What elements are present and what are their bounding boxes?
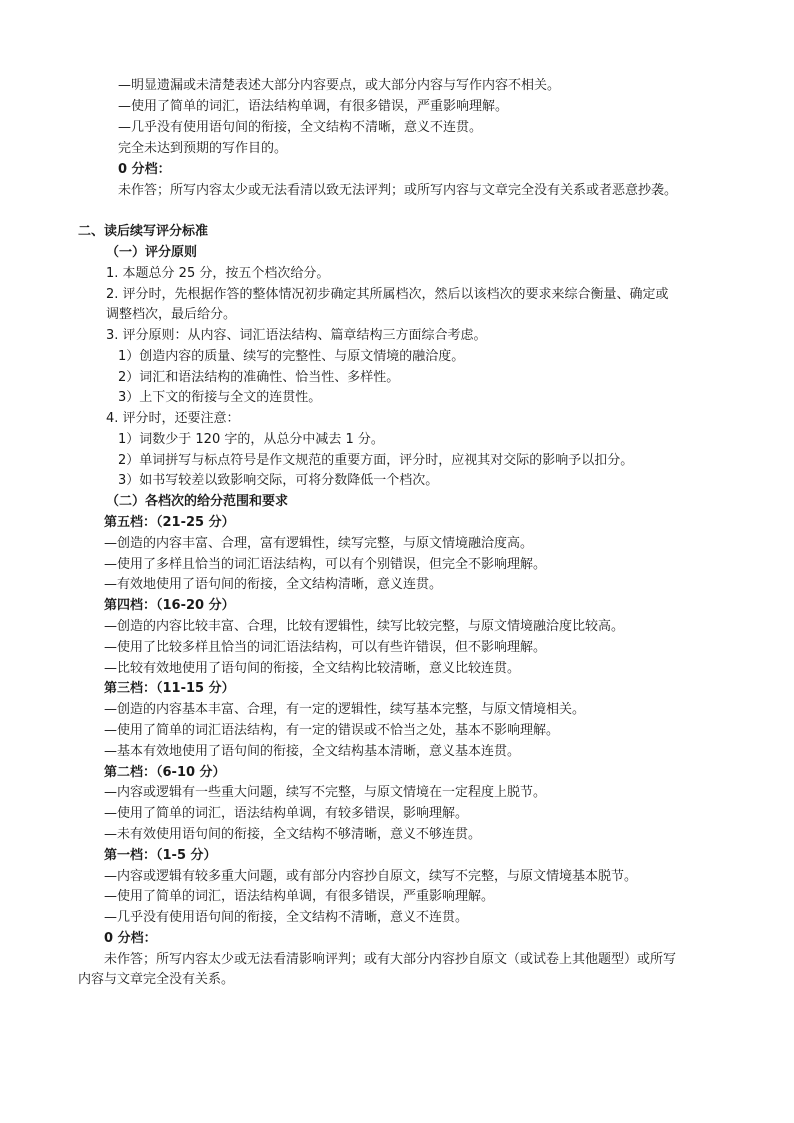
zero-desc-2: 内容与文章完全没有关系。: [78, 972, 235, 987]
zero-title: 0 分档：: [104, 931, 157, 946]
principle-4: 4. 评分时，还要注意：: [106, 411, 240, 426]
level1-line-3: —几乎没有使用语句间的衔接，全文结构不清晰，意义不连贯。: [104, 910, 469, 925]
principle-3-2: 2）词汇和语法结构的准确性、恰当性、多样性。: [118, 370, 400, 385]
level3-title: 第三档：（11-15 分）: [104, 681, 235, 696]
top-line-4: 完全未达到预期的写作目的。: [118, 141, 288, 156]
level3-line-3: —基本有效地使用了语句间的衔接，全文结构基本清晰，意义基本连贯。: [104, 744, 521, 759]
level4-line-1: —创造的内容比较丰富、合理，比较有逻辑性，续写比较完整，与原文情境融洽度比较高。: [104, 619, 625, 634]
level2-line-3: —未有效使用语句间的衔接，全文结构不够清晰，意义不够连贯。: [104, 827, 482, 842]
level4-title: 第四档：（16-20 分）: [104, 598, 235, 613]
zero-desc-1: 未作答；所写内容太少或无法看清影响评判；或有大部分内容抄自原文（或试卷上其他题型）或所写: [104, 952, 677, 967]
principle-4-1: 1）词数少于 120 字的，从总分中减去 1 分。: [118, 432, 384, 447]
level1-line-1: —内容或逻辑有较多重大问题，或有部分内容抄自原文，续写不完整，与原文情境基本脱节。: [104, 869, 638, 884]
level4-line-3: —比较有效地使用了语句间的衔接，全文结构比较清晰，意义比较连贯。: [104, 661, 521, 676]
top-zero-desc: 未作答；所写内容太少或无法看清以致无法评判；或所写内容与文章完全没有关系或者恶意抄袭。: [118, 183, 678, 198]
top-line-2: —使用了简单的词汇，语法结构单调，有很多错误，严重影响理解。: [118, 99, 509, 114]
level3-line-2: —使用了简单的词汇语法结构，有一定的错误或不恰当之处，基本不影响理解。: [104, 723, 560, 738]
principle-1: 1. 本题总分 25 分，按五个档次给分。: [106, 266, 330, 281]
principle-3-1: 1）创造内容的质量、续写的完整性、与原文情境的融洽度。: [118, 349, 465, 364]
principles-title: （一）评分原则: [106, 245, 198, 260]
principle-3: 3. 评分原则：从内容、词汇语法结构、篇章结构三方面综合考虑。: [106, 328, 487, 343]
levels-title: （二）各档次的给分范围和要求: [106, 494, 289, 509]
principle-3-3: 3）上下文的衔接与全文的连贯性。: [118, 390, 322, 405]
level5-line-3: —有效地使用了语句间的衔接，全文结构清晰，意义连贯。: [104, 577, 443, 592]
top-line-3: —几乎没有使用语句间的衔接，全文结构不清晰，意义不连贯。: [118, 120, 483, 135]
principle-4-2: 2）单词拼写与标点符号是作文规范的重要方面，评分时，应视其对交际的影响予以扣分。: [118, 453, 634, 468]
level1-line-2: —使用了简单的词汇，语法结构单调，有很多错误，严重影响理解。: [104, 889, 495, 904]
principle-2b: 调整档次，最后给分。: [106, 307, 237, 322]
level2-line-1: —内容或逻辑有一些重大问题，续写不完整，与原文情境在一定程度上脱节。: [104, 785, 547, 800]
top-line-1: —明显遗漏或未清楚表述大部分内容要点，或大部分内容与写作内容不相关。: [118, 78, 561, 93]
level2-line-2: —使用了简单的词汇，语法结构单调，有较多错误，影响理解。: [104, 806, 469, 821]
principle-4-3: 3）如书写较差以致影响交际，可将分数降低一个档次。: [118, 473, 439, 488]
section-title: 二、读后续写评分标准: [78, 224, 209, 239]
level4-line-2: —使用了比较多样且恰当的词汇语法结构，可以有些许错误，但不影响理解。: [104, 640, 547, 655]
level5-line-1: —创造的内容丰富、合理，富有逻辑性，续写完整，与原文情境融洽度高。: [104, 536, 534, 551]
level1-title: 第一档：（1-5 分）: [104, 848, 217, 863]
top-zero-title: 0 分档：: [118, 162, 171, 177]
level2-title: 第二档：（6-10 分）: [104, 765, 226, 780]
level5-line-2: —使用了多样且恰当的词汇语法结构，可以有个别错误，但完全不影响理解。: [104, 557, 547, 572]
level3-line-1: —创造的内容基本丰富、合理，有一定的逻辑性，续写基本完整，与原文情境相关。: [104, 702, 586, 717]
level5-title: 第五档：（21-25 分）: [104, 515, 235, 530]
principle-2a: 2. 评分时，先根据作答的整体情况初步确定其所属档次，然后以该档次的要求来综合衡量、确定或: [106, 287, 669, 302]
